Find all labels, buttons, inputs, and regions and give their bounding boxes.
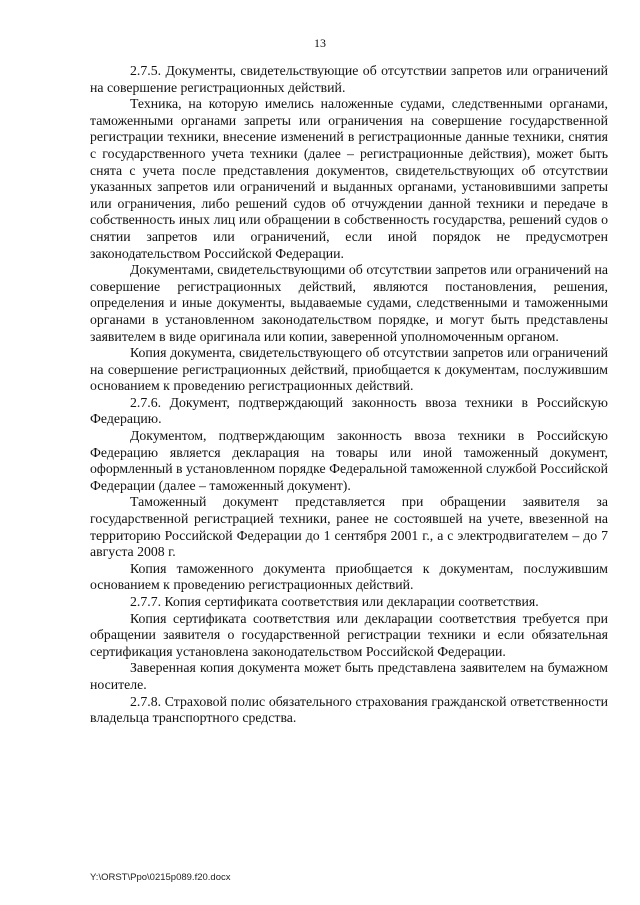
paragraph: Копия таможенного документа приобщается к документам, послужившим основанием к проведению регистрационных действий. — [90, 560, 608, 593]
paragraph: Копия документа, свидетельствующего об отсутствии запретов или ограничений на совершение регистрационных действий, приобщается к документам, послужившим основанием к проведению регистрационных действий. — [90, 345, 608, 394]
section-heading-2-7-7: 2.7.7. Копия сертификата соответствия или декларации соответствия. — [130, 594, 539, 609]
paragraph: Копия сертификата соответствия или декларации соответствия требуется при обращении заявителя о государственной регистрации техники и если обязательная сертификация установлена законодательством Российской Федерации. — [90, 610, 608, 659]
paragraph: Документом, подтверждающим законность ввоза техники в Российскую Федерацию является декларация на товары или иной таможенный документ, оформленный в установленном порядке Федеральной таможенной службой Российской Федерации (далее – таможенный документ). — [90, 428, 608, 493]
file-path-footer: Y:\ORST\Ppo\0215p089.f20.docx — [90, 872, 231, 883]
page-number: 13 — [314, 36, 326, 50]
paragraph: Таможенный документ представляется при обращении заявителя за государственной регистрацией техники, ранее не состоявшей на учете, ввезенной на территорию Российской Федерации до 1 сентября 2001 г., а с электродвигателем – до 7 августа 2008 г. — [90, 494, 608, 560]
paragraph: Техника, на которую имелись наложенные судами, следственными органами, таможенными органами запреты или ограничения на совершение государственной регистрации техники, внесение изменений в регистрационные данные техники, снятия с государственного учета техники (далее – регистрационные действия), может быть снята с учета после представления документов, свидетельствующих об отсутствии указанных запретов или ограничений и выданных органами, установившими запреты или ограничения, либо решений судов об отчуждении данной техники и передаче в собственность иных лиц или обращении в собственность государства, решений судов о снятии запретов или ограничений, если иной порядок не предусмотрен законодательством Российской Федерации. — [90, 96, 608, 261]
section-heading-2-7-8: 2.7.8. Страховой полис обязательного страхования гражданской ответственности владельца транспортного средства. — [90, 693, 608, 726]
paragraph: Заверенная копия документа может быть представлена заявителем на бумажном носителе. — [90, 660, 608, 692]
section-heading-2-7-5: 2.7.5. Документы, свидетельствующие об отсутствии запретов или ограничений на совершение регистрационных действий. — [90, 63, 608, 95]
paragraph: Документами, свидетельствующими об отсутствии запретов или ограничений на совершение регистрационных действий, являются постановления, решения, определения и иные документы, выдаваемые судами, следственными и таможенными органами в установленном законодательством порядке, и могут быть представлены заявителем в виде оригинала или копии, заверенной уполномоченным органом. — [90, 262, 608, 344]
section-heading-2-7-6: 2.7.6. Документ, подтверждающий законность ввоза техники в Российскую Федерацию. — [90, 394, 608, 427]
document-body — [90, 63, 608, 727]
